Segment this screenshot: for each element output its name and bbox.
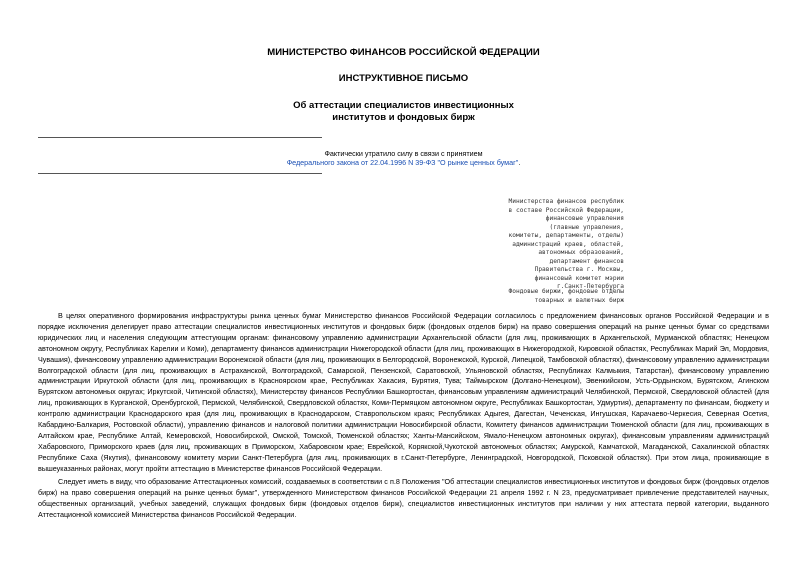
status-notice-link-row xyxy=(0,158,807,168)
addressee-1-line: Правительства г. Москвы, xyxy=(534,266,624,273)
divider-top xyxy=(38,137,322,138)
divider-bottom xyxy=(38,173,322,174)
addressee-2-line: Фондовые биржи, фондовые отделы xyxy=(508,288,624,295)
subject-line-2: институтов и фондовых бирж xyxy=(332,112,475,123)
addressee-1-line: Министерства финансов республик xyxy=(508,198,624,205)
addressees-block-2 xyxy=(509,288,624,305)
addressee-1-line: автономных образований, xyxy=(538,249,624,256)
addressee-1-line: комитеты, департаменты, отделы) xyxy=(508,232,624,239)
body-paragraph-1: В целях оперативного формирования инфраструктуры рынка ценных бумаг Министерство финансов Российской Федерации согласилось с предложением финансовых органов Российской Федерации и в порядке исключения делегирует право аттестации специалистов инвестиционных институтов и фондовых бирж (фондовых отделов бирж) на право совершения операций на рынке ценных бумаг со средствами юридических лиц и населения следующим аттестующим органам: финансовому управлению администрации Архангельской области (для лиц, проживающих в Архангельской, Мурманской областях; Ненецком автономном округу, Республиках Карелии и Коми), департаменту финансов администрации Нижегородской области (для лиц, проживающих в Нижегородской, Кировской областях, Республиках Марий Эл, Мордовия, Чувашия), финансовому управлению администрации Воронежской области (для лиц, проживающих в Белгородской, Воронежской, Курской, Липецкой, Тамбовской областях), финансовому управлению администрации Волгоградской области (для лиц, проживающих в Астраханской, Волгоградской, Самарской, Пензенской, Саратовской, Ульяновской областях, Республиках Калмыкия, Татарстан), финансовому управлению администрации Иркутской области (для лиц, проживающих в Красноярском крае, Республиках Хакасия, Бурятия, Тува; Таймырском (Долгано-Ненецком), Эвенкийском, Усть-Ордынском, Бурятском, Агинском Бурятском автономных округах; Иркутской, Читинской областях), Министерству финансов Республики Башкортостан, финансовым управлениям администраций Челябинской, Пермской, Свердловской областей (для лиц, проживающих в Курганской, Оренбургской, Пермской, Челябинской, Свердловской областях, Коми-Пермяцком автономном округе, Республиках Башкортостан, Удмуртия), департаменту по финансам, бюджету и контролю администрации Краснодарского края (для лиц, проживающих в Краснодарском, Ставропольском краях; Республиках Адыгея, Дагестан, Чеченская, Ингушская, Карачаево-Черкесия, Северная Осетия, Кабардино-Балкария, Ростовской области), управлению финансов и налоговой политики администрации Новосибирской области, Комитету финансов администрации Тюменской области (для лиц, проживающих в Алтайском крае, Республике Алтай, Кемеровской, Новосибирской, Омской, Томской, Тюменской областях; Ханты-Мансийском, Ямало-Ненецком автономных округах), финансовым управлениям администраций Хабаровского, Приморского краев (для лиц, проживающих в Приморском, Хабаровском крае; Еврейской, Корякской,Чукотской автономных областях; Амурской, Камчатской, Магаданской, Сахалинской областях Республике Саха (Якутия), финансовому комитету мэрии Санкт-Петербурга (для лиц, проживающих в г.Санкт-Петербурге, Ленинградской, Новгородской, Псковской областях). При этом лица, проживающие в вышеуказанных районах, могут пройти аттестацию в Министерстве финансов Российской Федерации. xyxy=(38,311,769,473)
addressee-1-line: департамент финансов xyxy=(549,257,624,265)
addressee-1-line: финансовые управления xyxy=(545,215,624,222)
link-suffix: . xyxy=(518,158,521,167)
addressees-block-1 xyxy=(509,198,624,292)
law-link[interactable]: Федерального закона от 22.04.1996 N 39-ФЗ "О рынке ценных бумаг" xyxy=(286,158,519,167)
subject-line-1: Об аттестации специалистов инвестиционных xyxy=(293,100,514,111)
status-notice: Фактически утратило силу в связи с принятием xyxy=(324,149,483,158)
addressee-1-line: (главные управления, xyxy=(549,223,624,231)
addressee-2-line: товарных и валютных бирж xyxy=(534,296,624,304)
addressee-1-line: финансовый комитет мэрии xyxy=(534,274,624,282)
body-paragraph-2: Следует иметь в виду, что образование Аттестационных комиссий, создаваемых в соответствии с п.8 Положения "Об аттестации специалистов инвестиционных институтов и фондовых бирж (фондовых отделов бирж) на право совершения операций на рынке ценных бумаг", утвержденного Министерством финансов Российской Федерации 21 апреля 1992 г. N 23, предусматривает привлечение представителей научных, общественных организаций, учебных заведений, служащих фондовых бирж (фондовых отделов бирж), специалистов инвестиционных институтов при наличии у них аттестата первой категории, выданного Аттестационной комиссией Министерства финансов Российской Федерации. xyxy=(38,477,769,519)
addressee-1-line: в составе Российской Федерации, xyxy=(508,206,624,214)
document-type: ИНСТРУКТИВНОЕ ПИСЬМО xyxy=(338,73,469,84)
addressee-1-line: администраций краев, областей, xyxy=(512,240,624,248)
document-subject xyxy=(0,100,807,124)
ministry-title: МИНИСТЕРСТВО ФИНАНСОВ РОССИЙСКОЙ ФЕДЕРАЦИИ xyxy=(267,47,540,58)
addressee-1-line: г.Санкт-Петербурга xyxy=(556,283,624,290)
